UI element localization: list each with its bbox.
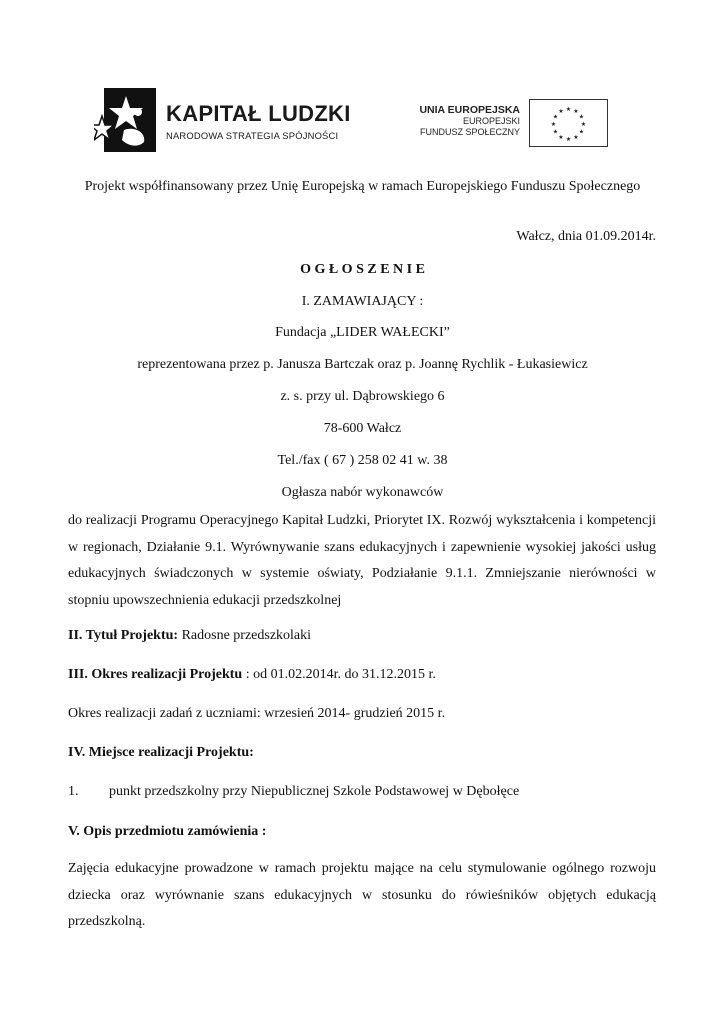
section3-value: : od 01.02.2014r. do 31.12.2015 r. [242, 667, 436, 682]
address-city: 78-600 Wałcz [323, 421, 402, 436]
section4-item-text: punkt przedszkolny przy Niepublicznej Szkole Podstawowej w Dębołęce [109, 784, 520, 799]
address-street: z. s. przy ul. Dąbrowskiego 6 [280, 389, 445, 404]
ue-line-3: FUNDUSZ SPOŁECZNY [419, 127, 520, 137]
organization-name: Fundacja „LIDER WAŁECKI” [275, 325, 450, 340]
section4-label: IV. Miejsce realizacji Projektu: [68, 745, 254, 760]
ue-line-2: EUROPEJSKI [462, 116, 520, 126]
section3-extra: Okres realizacji zadań z uczniami: wrzesień 2014- grudzień 2015 r. [68, 706, 446, 721]
kapital-ludzki-subtitle: NARODOWA STRATEGIA SPÓJNOŚCI [166, 130, 339, 141]
page-title: O G Ł O S Z E N I E [300, 262, 425, 277]
ue-line-1: UNIA EUROPEJSKA [419, 104, 520, 116]
cofinancing-note: Projekt współfinansowany przez Unię Europejską w ramach Europejskiego Funduszu Społecznego [84, 179, 641, 194]
svg-text:★: ★ [578, 113, 585, 121]
section2-value: Radosne przedszkolaki [178, 628, 312, 643]
svg-text:★: ★ [558, 108, 564, 115]
eu-stars-icon [530, 100, 607, 146]
kapital-ludzki-logo [94, 86, 354, 156]
svg-text:★: ★ [550, 121, 557, 128]
svg-text:★: ★ [552, 128, 559, 136]
announcement-line: Ogłasza nabór wykonawców [281, 485, 444, 500]
svg-text:★: ★ [552, 113, 559, 121]
phone-fax: Tel./fax ( 67 ) 258 02 41 w. 38 [277, 453, 448, 468]
svg-text:★: ★ [573, 134, 579, 141]
intro-paragraph: do realizacji Programu Operacyjnego Kapitał Ludzki, Priorytet IX. Rozwój wykształcenia i kompetencji w regionach, Działanie 9.1. Wyrównywanie szans edukacyjnych i zapewnienie wysokiej jakości usług edukacyjnych świadczonych w systemie oświaty, Podziałanie 9.1.1. Zmniejszanie nierówności w stopniu upowszechnienia edukacji przedszkolnej [68, 513, 656, 608]
kapital-ludzki-title: KAPITAŁ LUDZKI [166, 101, 351, 126]
section4-item-number: 1. [68, 784, 79, 799]
svg-text:★: ★ [565, 136, 572, 143]
svg-text:★: ★ [580, 121, 587, 128]
section2-label: II. Tytuł Projektu: [68, 628, 179, 643]
representatives: reprezentowana przez p. Janusza Bartczak oraz p. Joannę Rychlik - Łukasiewicz [137, 357, 588, 372]
svg-text:★: ★ [565, 106, 572, 113]
date-line: Wałcz, dnia 01.09.2014r. [516, 229, 656, 244]
svg-text:★: ★ [558, 134, 564, 141]
section3 [68, 665, 656, 685]
section3-label: III. Okres realizacji Projektu [68, 667, 243, 682]
section2 [68, 626, 656, 646]
eu-flag [529, 99, 608, 147]
section5-label: V. Opis przedmiotu zamówienia : [68, 824, 267, 839]
svg-text:★: ★ [573, 108, 579, 115]
ue-logo-text [398, 104, 520, 138]
kapital-ludzki-emblem-icon [94, 86, 160, 156]
svg-text:★: ★ [578, 128, 585, 136]
section5-paragraph: Zajęcia edukacyjne prowadzone w ramach projektu mające na celu stymulowanie ogólnego rozwoju dziecka oraz wyrównanie szans edukacyjnych w stosunku do rówieśników objętych edukacją przedszkolną. [68, 861, 656, 929]
section1-title: I. ZAMAWIAJĄCY : [301, 294, 424, 309]
